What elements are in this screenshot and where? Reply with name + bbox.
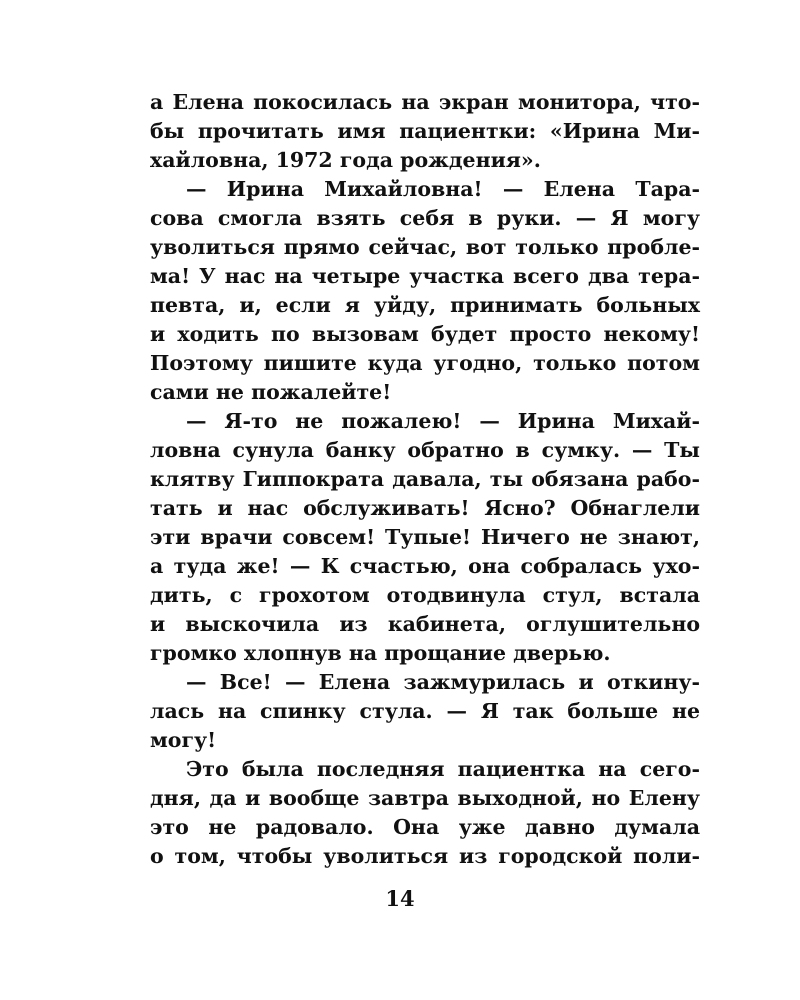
text-line: дить, с грохотом отодвинула стул, встала	[150, 583, 700, 607]
text-line: Поэтому пишите куда угодно, только потом	[150, 351, 700, 375]
text-line: ма! У нас на четыре участка всего два тера-	[150, 264, 700, 288]
text-line: клятву Гиппократа давала, ты обязана рабо-	[150, 467, 700, 491]
page-number: 14	[385, 886, 415, 911]
text-line: Это была последняя пациентка на сего-	[186, 757, 700, 781]
text-line: могу!	[150, 728, 217, 752]
text-line: о том, чтобы уволиться из городской поли-	[150, 844, 700, 868]
text-line: сами не пожалейте!	[150, 380, 392, 404]
text-line: и выскочила из кабинета, оглушительно	[150, 612, 700, 636]
text-line: сова смогла взять себя в руки. — Я могу	[150, 206, 700, 230]
text-line: тать и нас обслуживать! Ясно? Обнаглели	[150, 496, 700, 520]
text-line: бы прочитать имя пациентки: «Ирина Ми-	[150, 119, 700, 143]
text-line: — Ирина Михайловна! — Елена Тара-	[186, 177, 700, 201]
text-line: лась на спинку стула. — Я так больше не	[150, 699, 700, 723]
text-line: это не радовало. Она уже давно думала	[150, 815, 700, 839]
text-line: — Я-то не пожалею! — Ирина Михай-	[186, 409, 700, 433]
text-line: хайловна, 1972 года рождения».	[150, 148, 541, 172]
text-line: дня, да и вообще завтра выходной, но Елену	[150, 786, 700, 810]
text-line: а туда же! — К счастью, она собралась ухо-	[150, 554, 700, 578]
book-page-text	[150, 88, 700, 871]
text-line: громко хлопнув на прощание дверью.	[150, 641, 611, 665]
text-line: ловна сунула банку обратно в сумку. — Ты	[150, 438, 700, 462]
text-line: эти врачи совсем! Тупые! Ничего не знают,	[150, 525, 700, 549]
text-line: а Елена покосилась на экран монитора, что-	[150, 90, 700, 114]
text-line: певта, и, если я уйду, принимать больных	[150, 293, 700, 317]
text-line: — Все! — Елена зажмурилась и откину-	[186, 670, 700, 694]
text-line: и ходить по вызовам будет просто некому!	[150, 322, 700, 346]
text-line: уволиться прямо сейчас, вот только пробле-	[150, 235, 700, 259]
